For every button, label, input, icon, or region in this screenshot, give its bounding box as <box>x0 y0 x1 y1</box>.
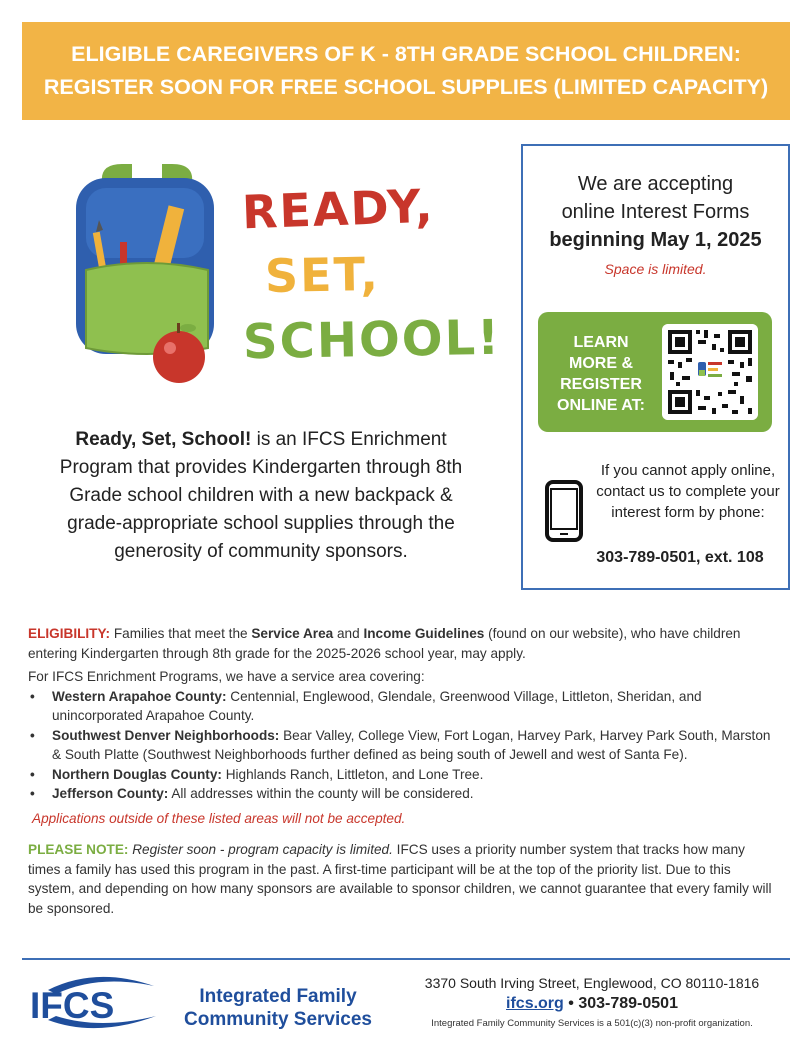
area-detail: Highlands Ranch, Littleton, and Lone Tree. <box>221 766 484 782</box>
smartphone-icon <box>545 480 583 542</box>
org-name-line-2: Community Services <box>184 1009 372 1030</box>
income-guidelines-term: Income Guidelines <box>363 626 485 641</box>
organization-name <box>166 985 390 1031</box>
eligibility-paragraph <box>28 624 780 663</box>
details-section <box>28 624 780 918</box>
learn-line-2: MORE & <box>569 355 633 372</box>
list-item <box>30 784 780 804</box>
eligibility-text-3: (found on our website), who have children entering Kindergarten through 8th grade for the 2025-2026 school year, may apply. <box>28 626 741 661</box>
learn-line-1: LEARN <box>573 334 629 351</box>
street-address: 3370 South Irving Street, Englewood, CO 80110-1816 <box>424 975 760 991</box>
list-item <box>30 726 780 765</box>
nonprofit-statement: Integrated Family Community Services is a 501(c)(3) non-profit organization. <box>431 1018 753 1029</box>
note-emphasis: Register soon - program capacity is limited. <box>132 842 393 857</box>
note-text: IFCS uses a priority number system that tracks how many times a family has used this program in the past. A first-time participant will be at the top of the priority list. Due to this system, and depending on how many sponsors are available to sponsor children, we cannot guarantee that every family will be sponsored. <box>28 842 772 916</box>
backpack-illustration <box>72 160 222 390</box>
contact-line <box>402 995 782 1013</box>
ifcs-logo <box>26 972 166 1032</box>
service-area-intro: For IFCS Enrichment Programs, we have a service area covering: <box>28 669 425 684</box>
accepting-line-1: We are accepting <box>577 173 734 195</box>
eligibility-text-2: and <box>333 626 364 641</box>
learn-line-4: ONLINE AT: <box>557 397 645 414</box>
start-date: beginning May 1, 2025 <box>549 229 762 251</box>
area-detail: Bear Valley, College View, Fort Logan, Harvey Park, Harvey Park South, Marston & South Platte (Southwest Neighborhoods further defined as being south of Jewell and west of Santa Fe). <box>52 727 771 762</box>
hero-ready-text: READY, <box>241 178 436 240</box>
org-name-line-1: Integrated Family <box>199 986 357 1007</box>
banner-line-2: REGISTER SOON FOR FREE SCHOOL SUPPLIES (LIMITED CAPACITY) <box>43 75 769 99</box>
footer-divider <box>22 958 790 960</box>
qr-code-icon[interactable] <box>662 324 758 420</box>
learn-more-label <box>546 332 656 416</box>
space-limited-note: Space is limited. <box>604 261 707 277</box>
list-item <box>30 687 780 726</box>
registration-info-box <box>521 144 790 590</box>
area-name: Southwest Denver Neighborhoods: <box>52 727 280 743</box>
intro-paragraph <box>44 426 478 566</box>
eligibility-text-1: Families that meet the <box>110 626 252 641</box>
learn-more-register-panel[interactable] <box>538 312 772 432</box>
header-banner <box>22 22 790 120</box>
hero-set-text: SET, <box>264 247 381 303</box>
area-detail: All addresses within the county will be considered. <box>168 786 474 801</box>
phone-instructions: If you cannot apply online, contact us to complete your interest form by phone: <box>596 462 780 521</box>
eligibility-heading: ELIGIBILITY: <box>28 626 111 641</box>
hero-school-text: SCHOOL! <box>242 309 502 371</box>
bullet-icon: • <box>30 688 35 704</box>
program-name: Ready, Set, School! <box>75 429 252 450</box>
bullet-icon: • <box>30 786 35 801</box>
accepting-text <box>523 170 788 254</box>
please-note-heading: PLEASE NOTE: <box>28 842 129 857</box>
area-name: Northern Douglas County: <box>52 766 222 782</box>
separator: • <box>568 995 574 1012</box>
area-name: Jefferson County: <box>52 786 169 801</box>
intro-text: is an IFCS Enrichment Program that provides Kindergarten through 8th Grade school children with a new backpack & grade-appropriate school supplies through the generosity of community sponsors. <box>59 429 463 562</box>
outside-area-warning: Applications outside of these listed areas will not be accepted. <box>32 810 406 826</box>
area-name: Western Arapahoe County: <box>52 688 227 704</box>
logo-text: IFCS <box>30 985 115 1026</box>
learn-line-3: REGISTER <box>560 376 642 393</box>
phone-number[interactable]: 303-789-0501, ext. 108 <box>596 549 764 566</box>
service-area-list <box>28 687 780 804</box>
accepting-line-2: online Interest Forms <box>561 201 750 223</box>
bullet-icon: • <box>30 727 35 743</box>
please-note-paragraph <box>28 840 780 918</box>
service-area-term: Service Area <box>251 626 334 641</box>
area-detail: Centennial, Englewood, Glendale, Greenwood Village, Littleton, Sheridan, and unincorporated Arapahoe County. <box>52 688 702 723</box>
footer-phone[interactable]: 303-789-0501 <box>578 995 678 1012</box>
banner-line-1: ELIGIBLE CAREGIVERS OF K - 8TH GRADE SCHOOL CHILDREN: <box>71 42 741 66</box>
website-link[interactable]: ifcs.org <box>506 995 564 1012</box>
bullet-icon: • <box>30 766 35 782</box>
list-item <box>30 765 780 785</box>
